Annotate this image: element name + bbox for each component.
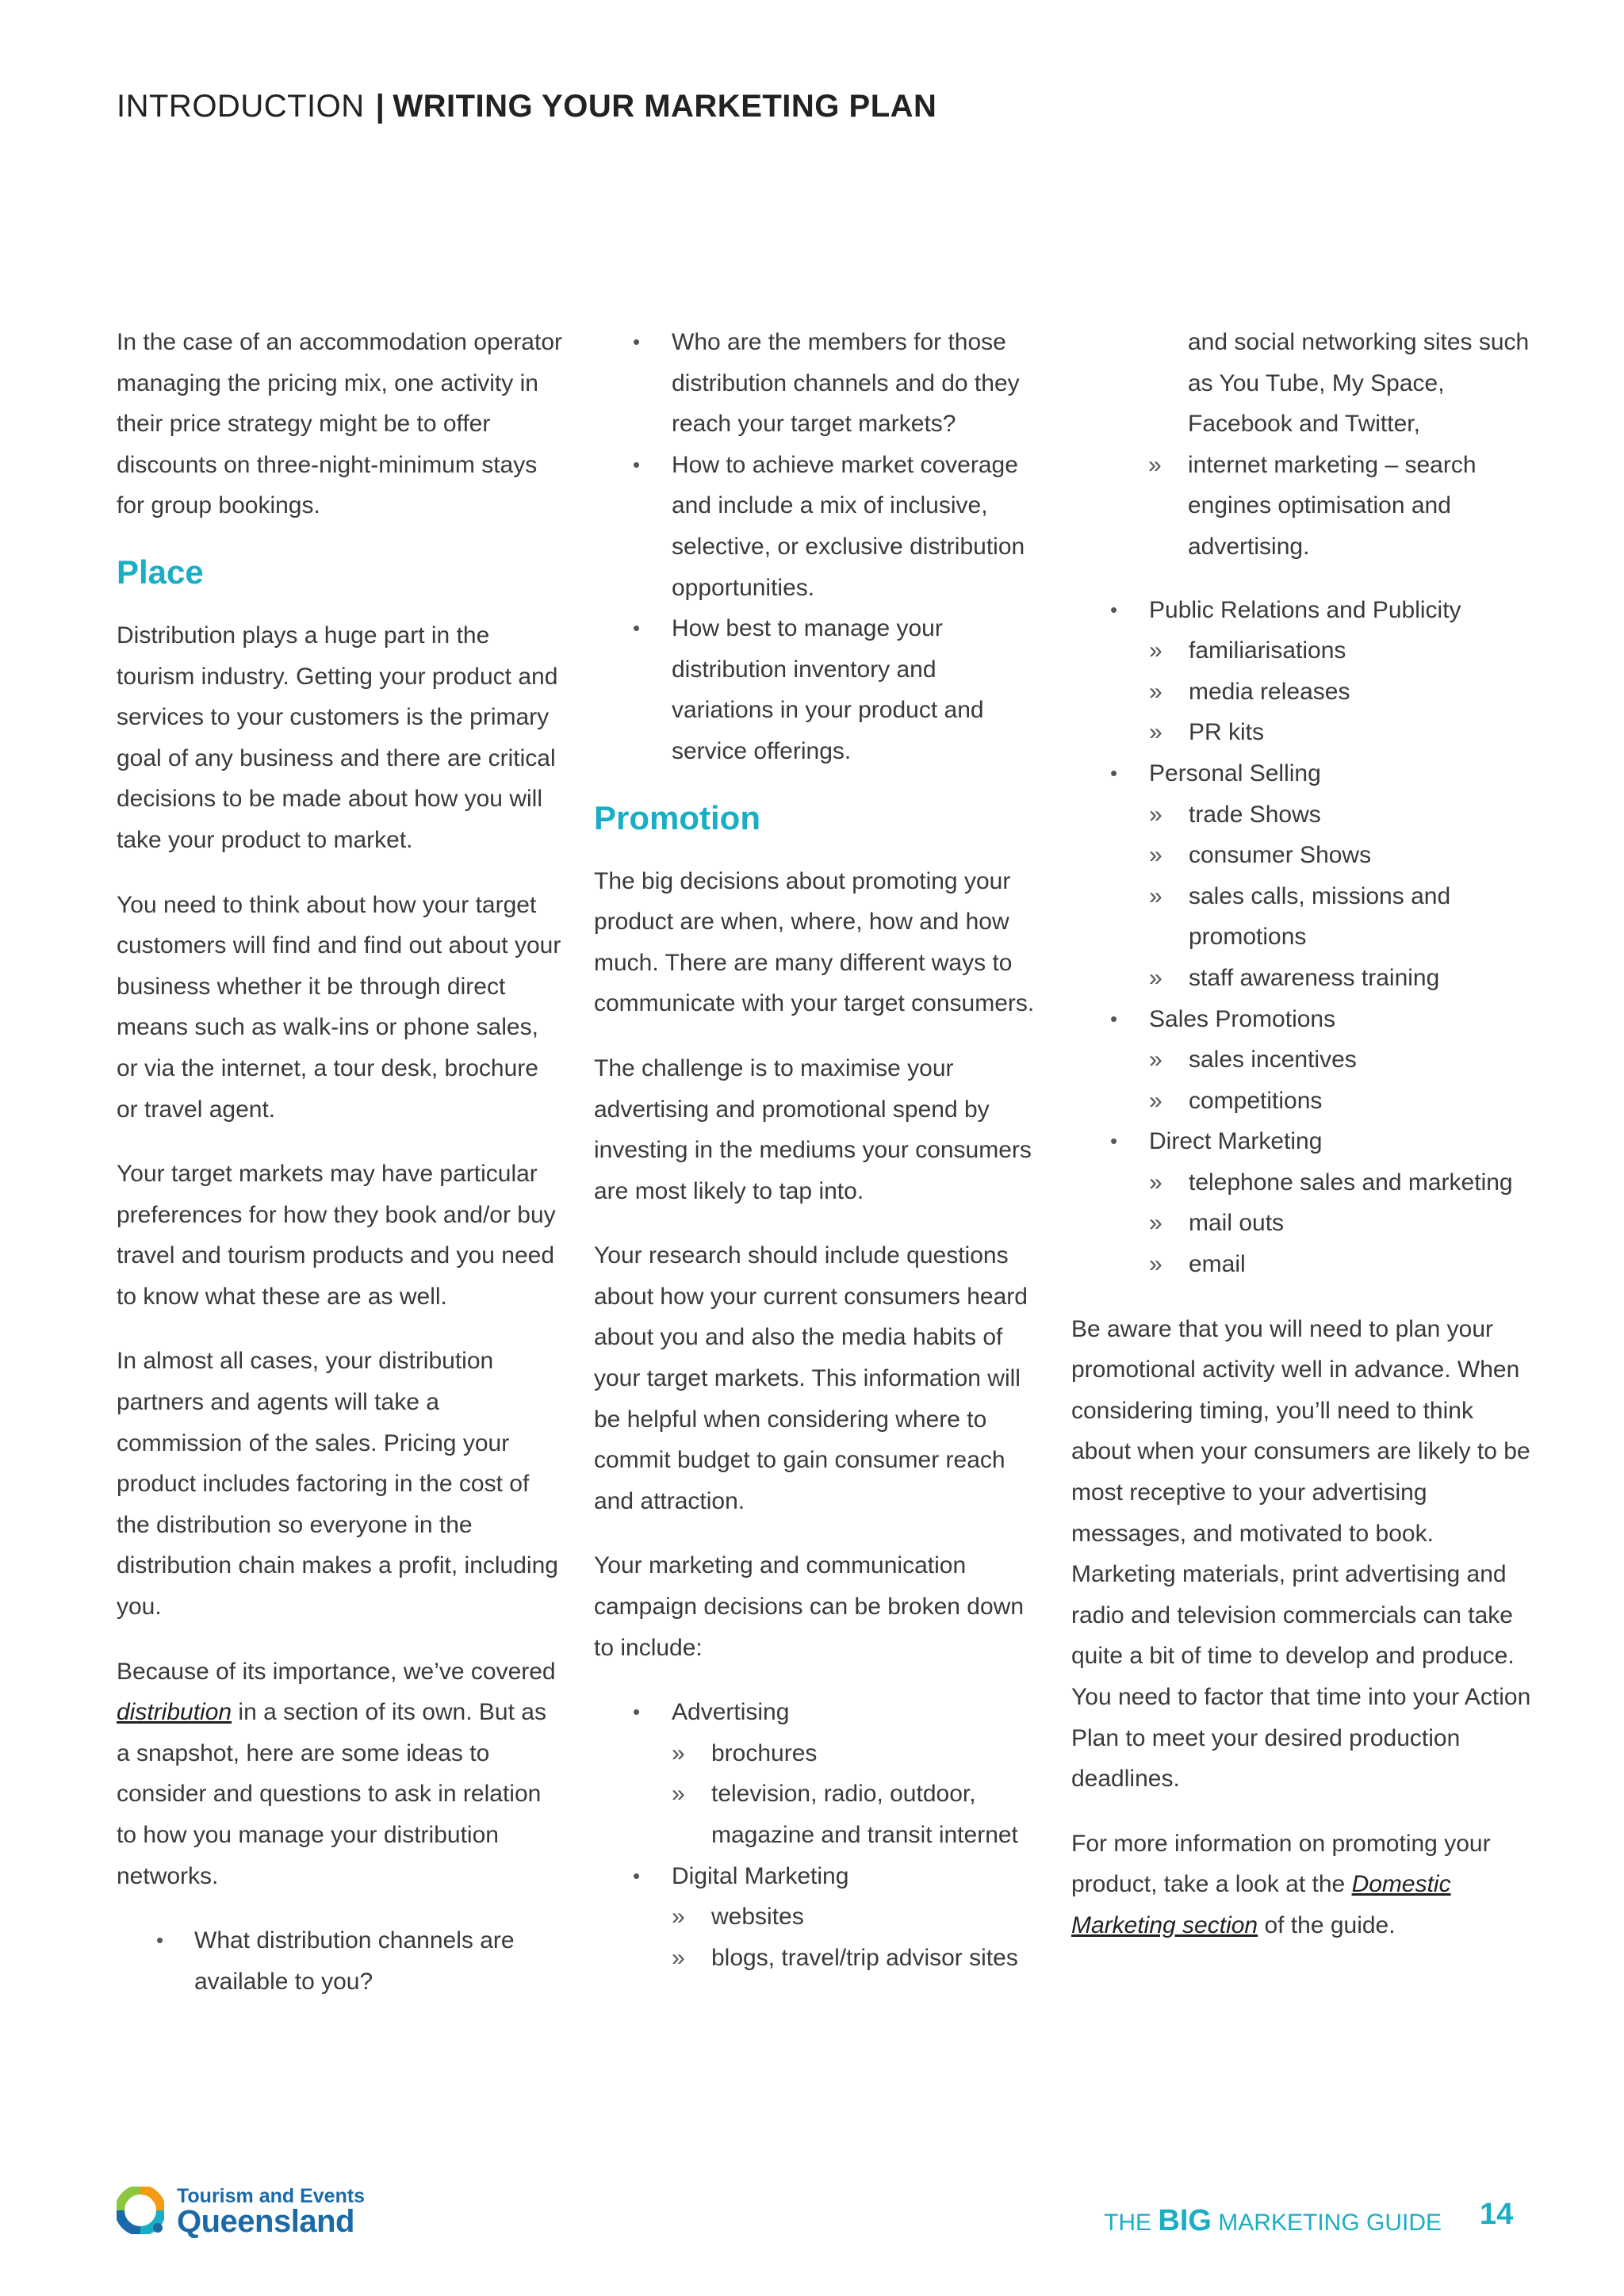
sales-promo-sublist	[1149, 1039, 1531, 1121]
sublist-item: » sales incentives	[1149, 1039, 1531, 1081]
sublist-item: » sales calls, missions and promotions	[1149, 876, 1531, 958]
paragraph-place-4: In almost all cases, your distribution partners and agents will take a commission of the sales. Pricing your product includes factoring in the cost of the distribution so everyone in the distribution chain makes a profit, including you.	[117, 1348, 558, 1621]
campaign-decisions-list	[594, 1692, 1042, 1978]
list-item-direct-marketing	[1071, 1121, 1531, 1284]
paragraph-promotion-4: Your marketing and communication campaign decisions can be broken down to include:	[594, 1552, 1025, 1661]
logo-line-2: Queensland	[177, 2204, 354, 2239]
domestic-marketing-link[interactable]: Domestic Marketing section	[1071, 1871, 1451, 1938]
sublist-item: » mail outs	[1149, 1203, 1531, 1244]
paragraph-place-3: Your target markets may have particular preferences for how they book and/or buy travel and tourism products and you need to know what these are as well.	[117, 1161, 556, 1310]
sublist-item: » familiarisations	[1149, 630, 1531, 672]
campaign-decisions-list-cont	[1071, 590, 1531, 1285]
sublist-item: » competitions	[1149, 1081, 1531, 1122]
selling-sublist	[1149, 794, 1531, 999]
sublist-item: » PR kits	[1149, 712, 1531, 753]
sublist-item: » blogs, travel/trip advisor sites	[672, 1938, 1042, 1979]
sublist-item: » consumer Shows	[1149, 835, 1531, 876]
heading-place: Place	[117, 553, 204, 591]
sublist-item-continued: and social networking sites such as You Tube, My Space, Facebook and Twitter,	[1188, 329, 1530, 438]
sublist-item: » staff awareness training	[1149, 958, 1531, 999]
distribution-questions-list-cont	[594, 322, 1042, 772]
paragraph-timing: Be aware that you will need to plan your promotional activity well in advance. When considering timing, you’ll need to think about when your consumers are likely to be most receptive to your advertising messages, and motivated to book. Marketing materials, print advertising and radio and television commercials can take quite a bit of time to develop and produce. You need to factor that time into your Action Plan to meet your desired production deadlines.	[1071, 1315, 1531, 1793]
digital-sublist-cont	[1071, 445, 1531, 568]
header-section: INTRODUCTION	[117, 89, 365, 124]
distribution-questions-list	[117, 1920, 565, 2002]
list-item: • How to achieve market coverage and include a mix of inclusive, selective, or exclusive distribution opportunities.	[594, 445, 1042, 608]
paragraph-more-info	[1071, 1823, 1531, 1946]
tourism-events-queensland-logo	[117, 2182, 370, 2237]
header-separator: |	[375, 89, 385, 124]
sublist-item: » telephone sales and marketing	[1149, 1162, 1531, 1203]
list-item-label: Sales Promotions	[1149, 1005, 1336, 1032]
page-header	[117, 89, 936, 124]
column-left	[117, 322, 565, 2026]
column-right	[1071, 322, 1531, 1970]
sublist-item: » internet marketing – search engines optimisation and advertising.	[1148, 445, 1531, 568]
list-item-label: Advertising	[672, 1699, 790, 1726]
list-item: • Who are the members for those distribution channels and do they reach your target markets?	[594, 322, 1042, 445]
sublist-item: » media releases	[1149, 672, 1531, 713]
sublist-item: » trade Shows	[1149, 794, 1531, 836]
list-item-label: Direct Marketing	[1149, 1128, 1323, 1155]
direct-sublist	[1149, 1162, 1531, 1285]
more-info-text-pre: For more information on promoting your product, take a look at the	[1071, 1830, 1491, 1898]
paragraph-promotion-2: The challenge is to maximise your advertising and promotional spend by investing in the mediums your consumers are most likely to tap into.	[594, 1054, 1032, 1204]
pr-sublist	[1149, 630, 1531, 753]
more-info-text-post: of the guide.	[1258, 1911, 1396, 1938]
advertising-sublist	[672, 1733, 1042, 1856]
guide-title-pre: THE	[1104, 2210, 1159, 2236]
sublist-item: » email	[1149, 1244, 1531, 1285]
guide-title-post: MARKETING GUIDE	[1211, 2210, 1442, 2236]
paragraph-promotion-1: The big decisions about promoting your product are when, where, how and how much. There are many different ways to communicate with your target consumers.	[594, 867, 1035, 1017]
sublist-item: » websites	[672, 1896, 1042, 1938]
logo-ring-icon	[117, 2187, 164, 2234]
paragraph-place-1: Distribution plays a huge part in the tourism industry. Getting your product and services to your customers is the primary goal of any business and there are critical decisions to be made about how you will take your product to market.	[117, 622, 558, 853]
list-item-label: Digital Marketing	[672, 1862, 849, 1889]
distribution-link[interactable]: distribution	[117, 1699, 232, 1726]
list-item-label: Public Relations and Publicity	[1149, 596, 1461, 623]
list-item-sales-promotions	[1071, 999, 1531, 1122]
sublist-item: » brochures	[672, 1733, 1042, 1774]
list-item: • What distribution channels are available to you?	[117, 1920, 565, 2002]
guide-title	[1104, 2204, 1442, 2238]
page-number: 14	[1480, 2198, 1514, 2231]
paragraph-pricing-example: In the case of an accommodation operator managing the pricing mix, one activity in their price strategy might be to offer discounts on three-night-minimum stays for group bookings.	[117, 329, 563, 519]
guide-title-big: BIG	[1158, 2204, 1212, 2237]
list-item-personal-selling	[1071, 753, 1531, 999]
list-item-label: Personal Selling	[1149, 760, 1321, 786]
p5-text-pre: Because of its importance, we’ve covered	[117, 1658, 556, 1685]
list-item: • How best to manage your distribution inventory and variations in your product and service offerings.	[594, 608, 1042, 771]
heading-promotion: Promotion	[594, 798, 760, 836]
list-item-digital-marketing	[594, 1856, 1042, 1979]
paragraph-place-2: You need to think about how your target customers will find and find out about your business whether it be through direct means such as walk-ins or phone sales, or via the internet, a tour desk, brochure or travel agent.	[117, 891, 561, 1123]
sublist-item: » television, radio, outdoor, magazine and transit internet	[672, 1774, 1042, 1855]
logo-line-1: Tourism and Events	[177, 2185, 366, 2207]
paragraph-promotion-3: Your research should include questions about how your current consumers heard about you and also the media habits of your target markets. This information will be helpful when considering where to commit budget to gain consumer reach and attraction.	[594, 1242, 1028, 1514]
paragraph-place-5	[117, 1651, 565, 1897]
digital-sublist	[672, 1896, 1042, 1978]
list-item-public-relations	[1071, 590, 1531, 753]
column-middle	[594, 322, 1042, 2002]
list-item-advertising	[594, 1692, 1042, 1855]
header-title: WRITING YOUR MARKETING PLAN	[393, 89, 937, 124]
p5-text-post: in a section of its own. But as a snapshot, here are some ideas to consider and questions to ask in relation to how you manage your distribution networks.	[117, 1699, 546, 1889]
